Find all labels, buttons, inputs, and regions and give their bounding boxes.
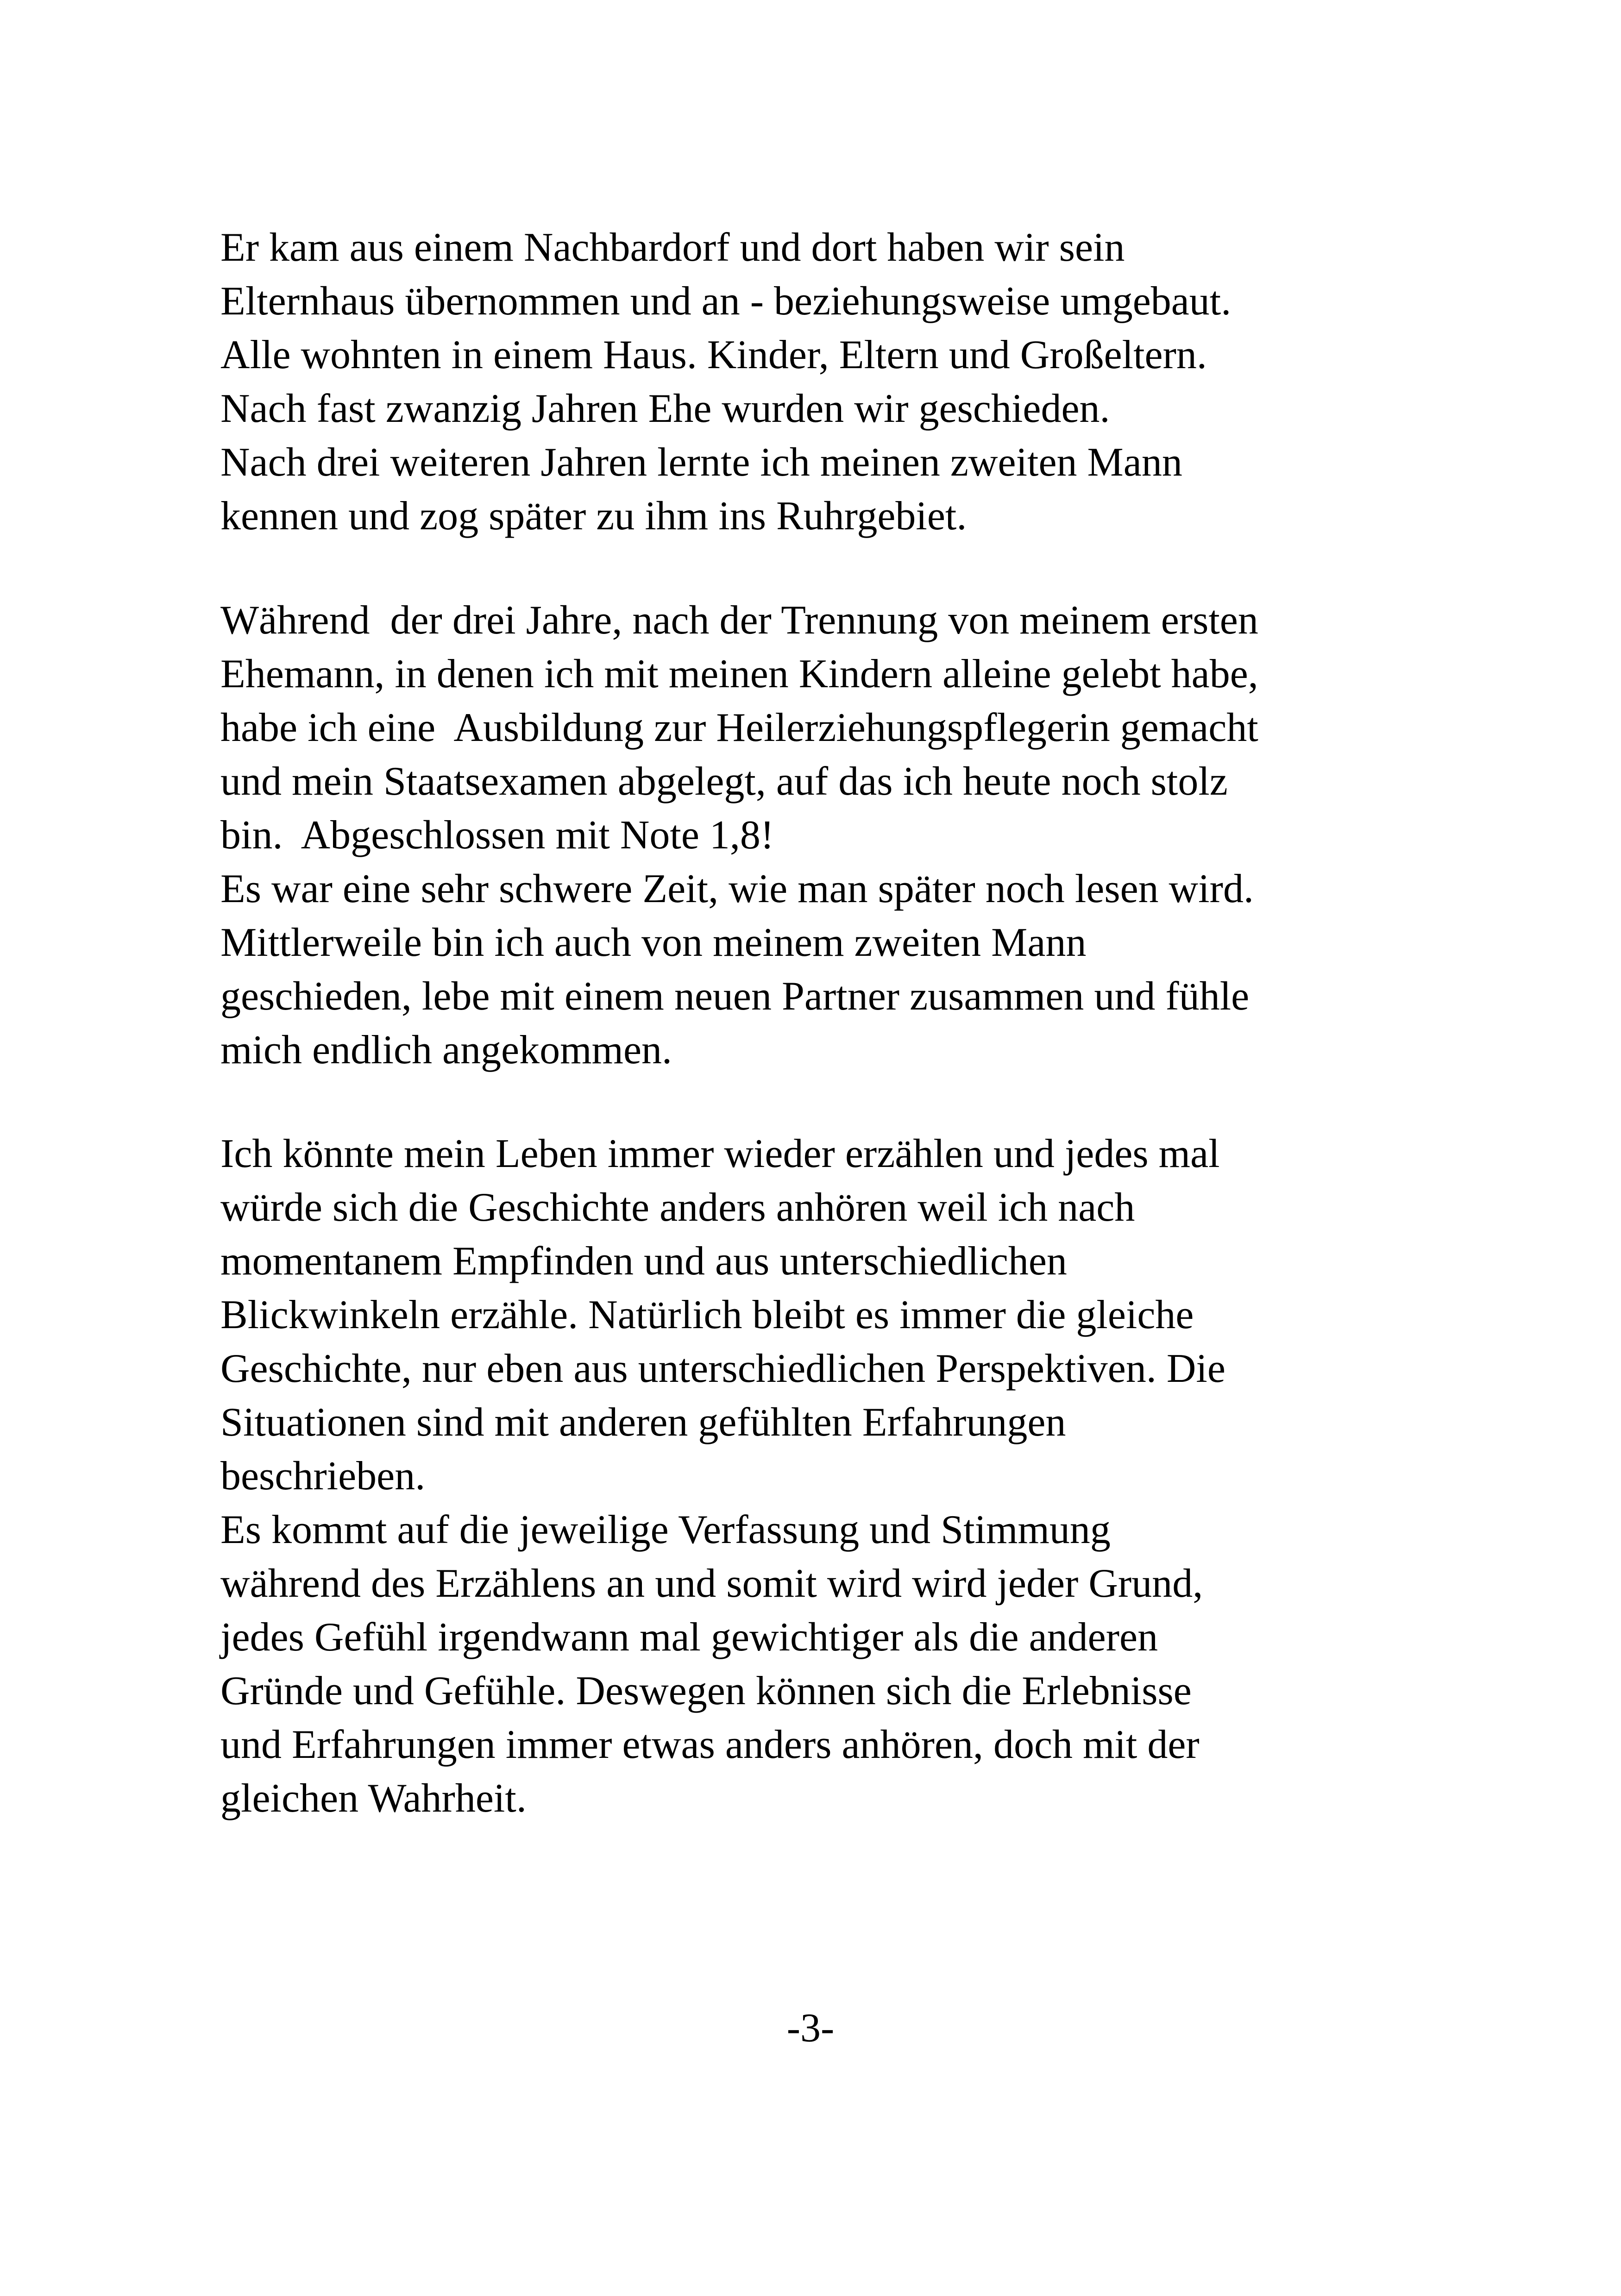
text-line: Nach drei weiteren Jahren lernte ich meinen zweiten Mann [220,440,1182,485]
text-line: Ehemann, in denen ich mit meinen Kindern alleine gelebt habe, [220,652,1258,696]
text-line: Während der drei Jahre, nach der Trennung von meinem ersten [220,598,1258,643]
text-line: bin. Abgeschlossen mit Note 1,8! [220,813,774,858]
text-line: mich endlich angekommen. [220,1028,672,1073]
text-line: momentanem Empfinden und aus unterschiedlichen [220,1239,1067,1284]
text-line: Gründe und Gefühle. Deswegen können sich die Erlebnisse [220,1669,1192,1713]
text-line: beschrieben. [220,1454,426,1499]
text-line: geschieden, lebe mit einem neuen Partner zusammen und fühle [220,974,1250,1019]
text-line: und Erfahrungen immer etwas anders anhören, doch mit der [220,1722,1200,1767]
text-line: gleichen Wahrheit. [220,1776,527,1821]
text-line: würde sich die Geschichte anders anhören weil ich nach [220,1185,1135,1230]
text-line: habe ich eine Ausbildung zur Heilerziehungspflegerin gemacht [220,705,1258,750]
text-line: Ich könnte mein Leben immer wieder erzählen und jedes mal [220,1131,1220,1176]
text-line: während des Erzählens an und somit wird wird jeder Grund, [220,1561,1203,1606]
text-line: Geschichte, nur eben aus unterschiedlichen Perspektiven. Die [220,1346,1225,1391]
text-line: Situationen sind mit anderen gefühlten Erfahrungen [220,1400,1066,1445]
page-number: -3- [786,2006,835,2051]
text-line: Alle wohnten in einem Haus. Kinder, Eltern und Großeltern. [220,332,1207,377]
paragraph-3 [220,1127,1471,1826]
text-line: Blickwinkeln erzähle. Natürlich bleibt es immer die gleiche [220,1292,1194,1337]
text-line: Elternhaus übernommen und an - beziehungsweise umgebaut. [220,279,1231,324]
text-line: jedes Gefühl irgendwann mal gewichtiger als die anderen [220,1615,1158,1660]
text-line: Mittlerweile bin ich auch von meinem zweiten Mann [220,920,1087,965]
text-line: Es kommt auf die jeweilige Verfassung und Stimmung [220,1507,1111,1552]
text-line: und mein Staatsexamen abgelegt, auf das ich heute noch stolz [220,759,1228,804]
text-line: Es war eine sehr schwere Zeit, wie man später noch lesen wird. [220,866,1254,911]
text-line: Nach fast zwanzig Jahren Ehe wurden wir geschieden. [220,386,1110,431]
text-line: Er kam aus einem Nachbardorf und dort haben wir sein [220,225,1125,270]
text-line: kennen und zog später zu ihm ins Ruhrgebiet. [220,494,967,539]
paragraph-1 [220,221,1471,543]
paragraph-2 [220,594,1471,1077]
